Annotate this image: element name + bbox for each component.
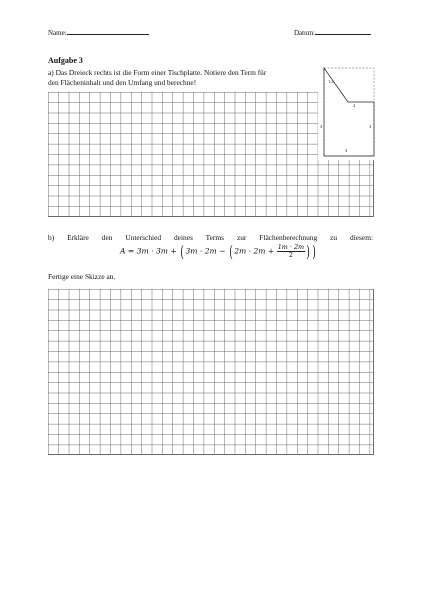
table-figure bbox=[318, 66, 376, 160]
date-field[interactable] bbox=[294, 27, 371, 37]
date-line bbox=[315, 27, 371, 35]
fraction-denominator: 2 bbox=[288, 251, 293, 259]
part-a-line-1: a) Das Dreieck rechts ist die Form einer Tischplatte. Notiere den Term für bbox=[48, 68, 267, 77]
sketch-grid-b[interactable] bbox=[48, 289, 374, 455]
sketch-instruction: Fertige eine Skizze an. bbox=[48, 272, 116, 281]
formula-inner-1: 3m · 2m − bbox=[185, 246, 226, 256]
fraction-numerator: 1m · 2m bbox=[277, 243, 305, 251]
name-line bbox=[67, 27, 149, 35]
formula-fraction bbox=[277, 244, 305, 259]
name-field[interactable] bbox=[48, 27, 149, 37]
figure-label-left: 3 bbox=[320, 124, 323, 129]
name-label: Name: bbox=[48, 29, 67, 37]
paren-close-outer: ) bbox=[312, 241, 317, 261]
formula bbox=[120, 241, 318, 261]
paren-open-outer: ( bbox=[180, 241, 185, 261]
figure-label-bottom: 3 bbox=[345, 148, 348, 153]
formula-inner-2: 2m · 2m + bbox=[234, 246, 275, 256]
paren-open-inner: ( bbox=[229, 241, 233, 261]
figure-label-mid: 2 bbox=[353, 103, 356, 108]
figure-label-top: 1,2 bbox=[328, 79, 334, 84]
part-a-line-2: den Flächeninhalt und den Umfang und berechne! bbox=[48, 78, 197, 87]
formula-lhs: A = 3m · 3m + bbox=[120, 246, 177, 256]
paren-close-inner: ) bbox=[306, 241, 310, 261]
figure-label-right: 3 bbox=[369, 124, 372, 129]
task-title: Aufgabe 3 bbox=[48, 56, 83, 65]
part-b-text: b) Erkläre den Unterschied deines Terms zur Flächenberechnung zu diesem: bbox=[48, 233, 373, 242]
date-label: Datum: bbox=[294, 29, 315, 37]
table-shape-drawing bbox=[318, 66, 376, 160]
